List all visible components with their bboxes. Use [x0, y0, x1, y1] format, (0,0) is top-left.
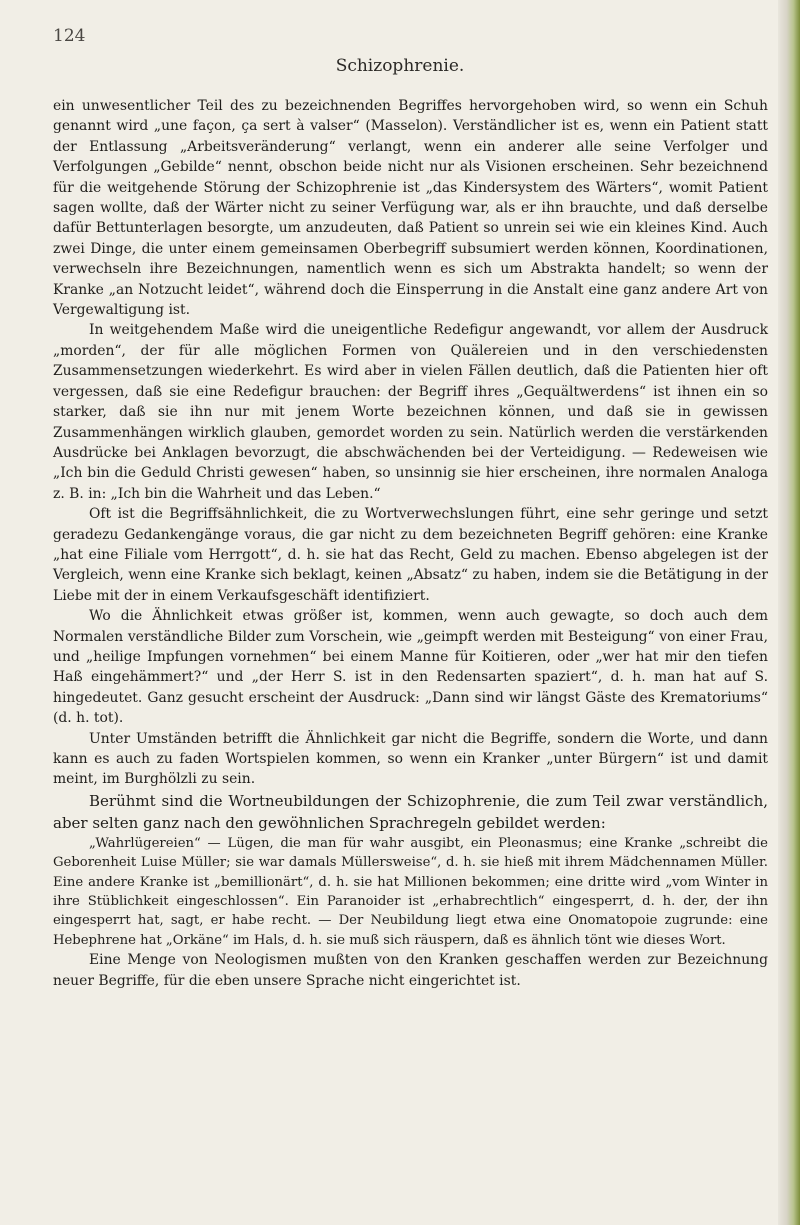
paragraph-4: Wo die Ähnlichkeit etwas größer ist, kommen, wenn auch gewagte, so doch auch dem Normalen verständliche Bilder zum Vorschein, wie „geimpft werden mit Besteigung“ von einer Frau, und „heilige Impfungen vornehmen“ bei einem Manne für Koitieren, oder „wer hat mir den tiefen Haß eingehämmert?“ und „der Herr S. ist in den Redensarten spaziert“, d. h. man hat auf S. hingedeutet. Ganz gesucht erscheint der Ausdruck: „Dann sind wir längst Gäste des Krematoriums“ (d. h. tot).	[53, 608, 768, 727]
page-number: 124	[53, 26, 86, 46]
paragraph-3: Oft ist die Begriffsähnlichkeit, die zu Wortverwechslungen führt, eine sehr geringe und setzt geradezu Gedankengänge voraus, die gar nicht zu dem bezeichneten Begriff gehören: eine Kranke „hat eine Filiale vom Herrgott“, d. h. sie hat das Recht, Geld zu machen. Ebenso abgelegen ist der Vergleich, wenn eine Kranke sich beklagt, keinen „Absatz“ zu haben, indem sie die Betätigung in der Liebe mit der in einem Verkaufsgeschäft identifiziert.	[53, 506, 768, 604]
body-text	[53, 96, 768, 991]
paragraph-8: Eine Menge von Neologismen mußten von den Kranken geschaffen werden zur Bezeichnung neuer Begriffe, für die eben unsere Sprache nicht eingerichtet ist.	[53, 952, 768, 989]
paragraph-1: ein unwesentlicher Teil des zu bezeichnenden Begriffes hervorgehoben wird, so wenn ein Schuh genannt wird „une façon, ça sert à valser“ (Masselon). Verständlicher ist es, wenn ein Patient statt der Entlassung „Arbeitsveränderung“ verlangt, wenn ein anderer alle seine Verfolger und Verfolgungen „Gebilde“ nennt, obschon beide nicht nur als Visionen erscheinen. Sehr bezeichnend für die weitgehende Störung der Schizophrenie ist „das Kindersystem des Wärters“, womit Patient sagen wollte, daß der Wärter nicht zu seiner Verfügung war, als er ihn brauchte, und daß derselbe dafür Bettunterlagen besorgte, um anzudeuten, daß Patient so unrein sei wie ein kleines Kind. Auch zwei Dinge, die unter einem gemeinsamen Oberbegriff subsumiert werden können, Koordinationen, verwechseln ihre Bezeichnungen, namentlich wenn es sich um Abstrakta handelt; so wenn der Kranke „an Notzucht leidet“, während doch die Einsperrung in die Anstalt eine ganz andere Art von Vergewaltigung ist.	[53, 98, 768, 319]
paragraph-2: In weitgehendem Maße wird die uneigentliche Redefigur angewandt, vor allem der Ausdruck „morden“, der für alle möglichen Formen von Quälereien und in den verschiedensten Zusammensetzungen wiederkehrt. Es wird aber in vielen Fällen deutlich, daß die Patienten hier oft vergessen, daß sie eine Redefigur brauchen: der Begriff ihres „Gequältwerdens“ ist ihnen ein so starker, daß sie ihn nur mit jenem Worte bezeichnen können, und daß sie in gewissen Zusammenhängen wirklich glauben, gemordet worden zu sein. Natürlich werden die verstärkenden Ausdrücke bei Anklagen bevorzugt, die abschwächenden bei der Verteidigung. — Redeweisen wie „Ich bin die Geduld Christi gewesen“ haben, so unsinnig sie hier erscheinen, ihre normalen Analoga z. B. in: „Ich bin die Wahrheit und das Leben.“	[53, 322, 768, 502]
running-head: Schizophrenie.	[335, 56, 465, 76]
paragraph-5: Unter Umständen betrifft die Ähnlichkeit gar nicht die Begriffe, sondern die Worte, und dann kann es auch zu faden Wortspielen kommen, so wenn ein Kranker „unter Bürgern“ ist und damit meint, im Burghölzli zu sein.	[53, 730, 768, 788]
page-edge	[778, 0, 800, 1225]
paragraph-6: Berühmt sind die Wortneubildungen der Schizophrenie, die zum Teil zwar verständlich, aber selten ganz nach den gewöhnlichen Sprachregeln gebildet werden:	[53, 791, 768, 832]
paragraph-7: „Wahrlügereien“ — Lügen, die man für wahr ausgibt, ein Pleonasmus; eine Kranke „schreibt die Geborenheit Luise Müller; sie war damals Müllersweise“, d. h. sie hieß mit ihrem Mädchennamen Müller. Eine andere Kranke ist „bemillionärt“, d. h. sie hat Millionen bekommen; eine dritte wird „vom Winter in ihre Stüblichkeit eingeschlossen“. Ein Paranoider ist „erhabrechtlich“ eingesperrt, d. h. der, der ihn eingesperrt hat, sagt, er habe recht. — Der Neubildung liegt etwa eine Onomatopoie zugrunde: eine Hebephrene hat „Orkäne“ im Hals, d. h. sie muß sich räuspern, daß es ähnlich tönt wie dieses Wort.	[53, 835, 768, 948]
